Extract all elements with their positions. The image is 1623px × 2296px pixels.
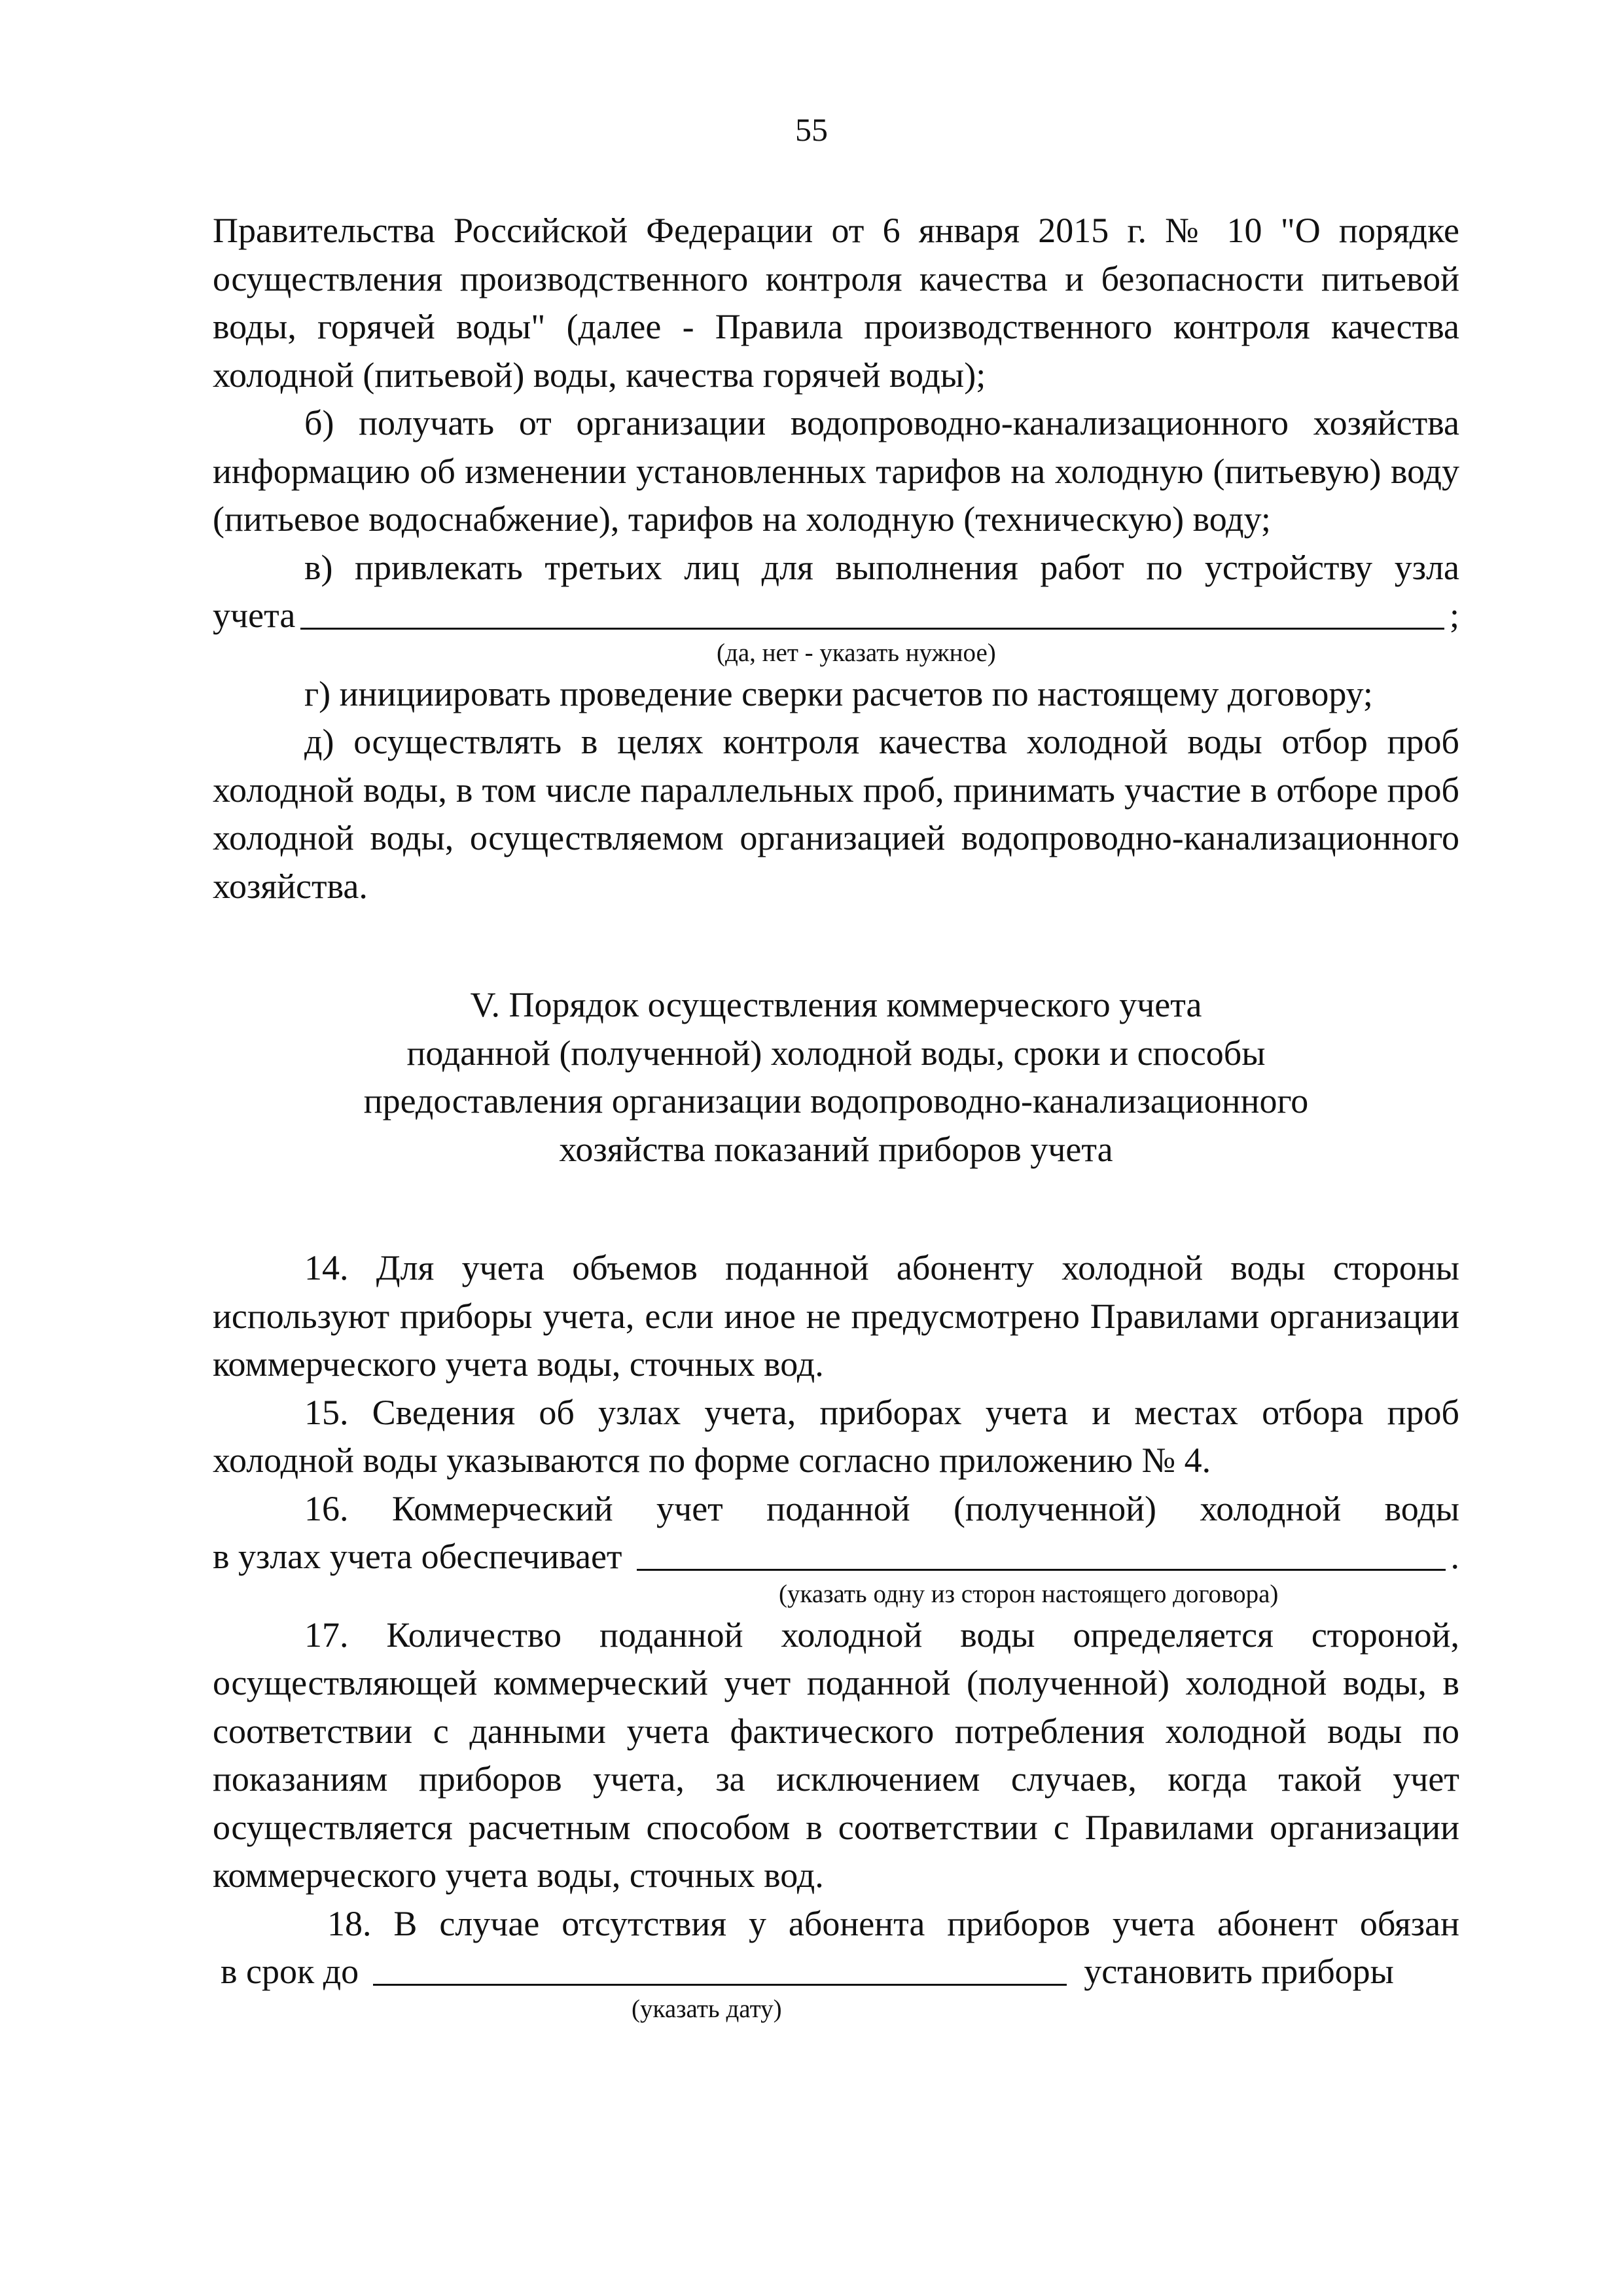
item-b: б) получать от организации водопроводно-канализационного хозяйства информацию об изменении установленных тарифов на холодную (питьевую) воду (питьевое водоснабжение), тарифов на холодную (техническую) воду; (213, 403, 1459, 539)
paragraph-17: 17. Количество поданной холодной воды определяется стороной, осуществляющей коммерческий учет поданной (полученной) холодной воды, в соответствии с данными учета фактического потребления холодной воды по показаниям приборов учета, за исключением случаев, когда такой учет осуществляется расчетным способом в соответствии с Правилами организации коммерческого учета воды, сточных вод. (213, 1615, 1459, 1895)
section-heading-line4: хозяйства показаний приборов учета (559, 1129, 1113, 1169)
paragraph-18-prefix: в срок до (221, 1952, 359, 1991)
paragraph-14: 14. Для учета объемов поданной абоненту холодной воды стороны используют приборы учета, если иное не предусмотрено Правилами организации коммерческого учета воды, сточных вод. (213, 1248, 1459, 1384)
paragraph-15: 15. Сведения об узлах учета, приборах учета и местах отбора проб холодной воды указываются по форме согласно приложению № 4. (213, 1392, 1459, 1480)
section-heading-line1: V. Порядок осуществления коммерческого учета (470, 985, 1202, 1024)
paragraph-16-line1: 16. Коммерческий учет поданной (полученной) холодной воды (304, 1488, 1459, 1528)
section-heading-line2: поданной (полученной) холодной воды, сроки и способы (406, 1033, 1266, 1073)
paragraph-16-hint: (указать одну из сторон настоящего договора) (779, 1579, 1279, 1608)
paragraph-18-line1: 18. В случае отсутствия у абонента приборов учета абонент обязан (327, 1903, 1459, 1943)
section-heading (213, 981, 1459, 1174)
paragraph-18-fill-line (213, 1948, 1459, 1996)
section-heading-line3: предоставления организации водопроводно-канализационного (363, 1081, 1309, 1121)
paragraph-16-fill-line (213, 1533, 1459, 1581)
paragraph-16-prefix: в узлах учета обеспечивает (213, 1537, 622, 1576)
document-body (213, 207, 1459, 2026)
continuation-paragraph: Правительства Российской Федерации от 6 января 2015 г. № 10 "О порядке осуществления производственного контроля качества и безопасности питьевой воды, горячей воды" (далее - Правила производственного контроля качества холодной (питьевой) воды, качества горячей воды); (213, 211, 1459, 395)
item-v-prefix: учета (213, 596, 296, 635)
item-v-blank-field[interactable] (300, 594, 1444, 630)
page-number: 55 (795, 111, 828, 148)
item-g: г) инициировать проведение сверки расчетов по настоящему договору; (304, 673, 1373, 713)
item-v-line1: в) привлекать третьих лиц для выполнения работ по устройству узла (304, 547, 1459, 587)
paragraph-16-blank-field[interactable] (637, 1535, 1446, 1571)
item-v-fill-line (213, 592, 1459, 640)
item-d: д) осуществлять в целях контроля качества холодной воды отбор проб холодной воды, в том числе параллельных проб, принимать участие в отборе проб холодной воды, осуществляемом организацией водопроводно-канализационного хозяйства. (213, 722, 1459, 906)
paragraph-18-suffix: установить приборы (1084, 1952, 1394, 1991)
item-v-suffix: ; (1449, 596, 1459, 635)
paragraph-18-hint: (указать дату) (632, 1994, 782, 2023)
paragraph-18-blank-field[interactable] (373, 1950, 1067, 1986)
paragraph-16-suffix: . (1450, 1537, 1459, 1576)
item-v-hint: (да, нет - указать нужное) (717, 638, 996, 667)
